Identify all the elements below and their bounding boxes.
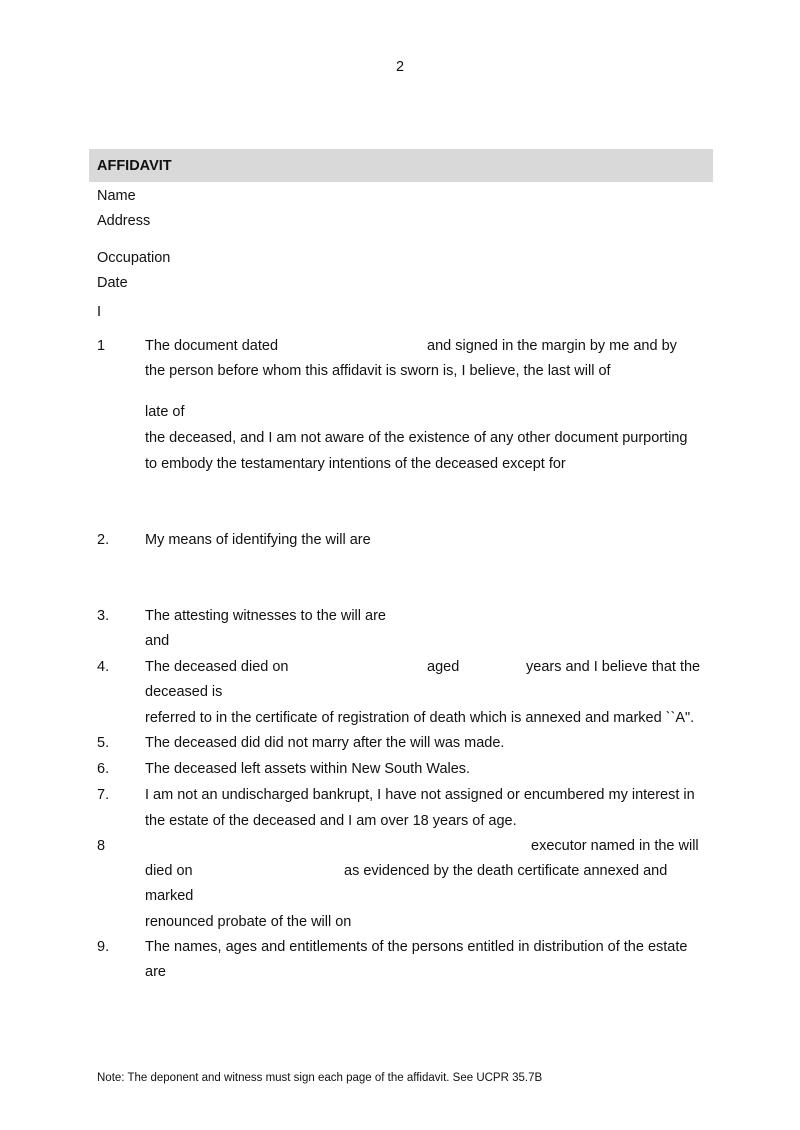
paragraph-4-number: 4.: [97, 659, 110, 675]
paragraph-8-line3: marked: [145, 888, 194, 904]
paragraph-2-line1: My means of identifying the will are: [145, 532, 371, 548]
footnote: Note: The deponent and witness must sign each page of the affidavit. See UCPR 35.7B: [97, 1072, 543, 1084]
paragraph-1-number: 1: [97, 338, 106, 354]
paragraph-9-line2: are: [145, 964, 166, 980]
paragraph-8-line2a: died on: [145, 863, 193, 879]
paragraph-6-line1: The deceased left assets within New South Wales.: [145, 761, 471, 777]
paragraph-4-line1a: The deceased died on: [145, 659, 289, 675]
paragraph-8-line1: executor named in the will: [531, 838, 699, 854]
paragraph-3-line2: and: [145, 633, 170, 649]
paragraph-1-line3: late of: [145, 404, 185, 420]
name-label: Name: [97, 188, 136, 204]
paragraph-1-line4: the deceased, and I am not aware of the existence of any other document purporting: [145, 430, 688, 446]
affidavit-heading: AFFIDAVIT: [97, 158, 172, 174]
paragraph-4-line3: referred to in the certificate of registration of death which is annexed and marked ``A".: [145, 710, 695, 726]
paragraph-5-number: 5.: [97, 735, 110, 751]
paragraph-9-line1: The names, ages and entitlements of the persons entitled in distribution of the estate: [145, 939, 688, 955]
deponent-i-label: I: [97, 304, 102, 320]
paragraph-4-line2: deceased is: [145, 684, 223, 700]
paragraph-7-line2: the estate of the deceased and I am over 18 years of age.: [145, 813, 517, 829]
paragraph-4-line1b: aged: [427, 659, 460, 675]
paragraph-3-number: 3.: [97, 608, 110, 624]
occupation-label: Occupation: [97, 250, 171, 266]
paragraph-1-line1b: and signed in the margin by me and by: [427, 338, 677, 354]
paragraph-4-line1c: years and I believe that the: [526, 659, 701, 675]
paragraph-2-number: 2.: [97, 532, 110, 548]
paragraph-8-number: 8: [97, 838, 106, 854]
paragraph-1-line5: to embody the testamentary intentions of the deceased except for: [145, 456, 566, 472]
paragraph-8-line4: renounced probate of the will on: [145, 914, 352, 930]
date-label: Date: [97, 275, 128, 291]
address-label: Address: [97, 213, 151, 229]
paragraph-7-number: 7.: [97, 787, 110, 803]
paragraph-1-line2: the person before whom this affidavit is sworn is, I believe, the last will of: [145, 363, 611, 379]
paragraph-5-line1: The deceased did did not marry after the will was made.: [145, 735, 505, 751]
paragraph-6-number: 6.: [97, 761, 110, 777]
paragraph-8-line2b: as evidenced by the death certificate annexed and: [344, 863, 668, 879]
paragraph-9-number: 9.: [97, 939, 110, 955]
heading-band: [89, 149, 713, 182]
page-number: 2: [395, 59, 405, 75]
paragraph-3-line1: The attesting witnesses to the will are: [145, 608, 386, 624]
paragraph-7-line1: I am not an undischarged bankrupt, I have not assigned or encumbered my interest in: [145, 787, 695, 803]
paragraph-1-line1a: The document dated: [145, 338, 279, 354]
